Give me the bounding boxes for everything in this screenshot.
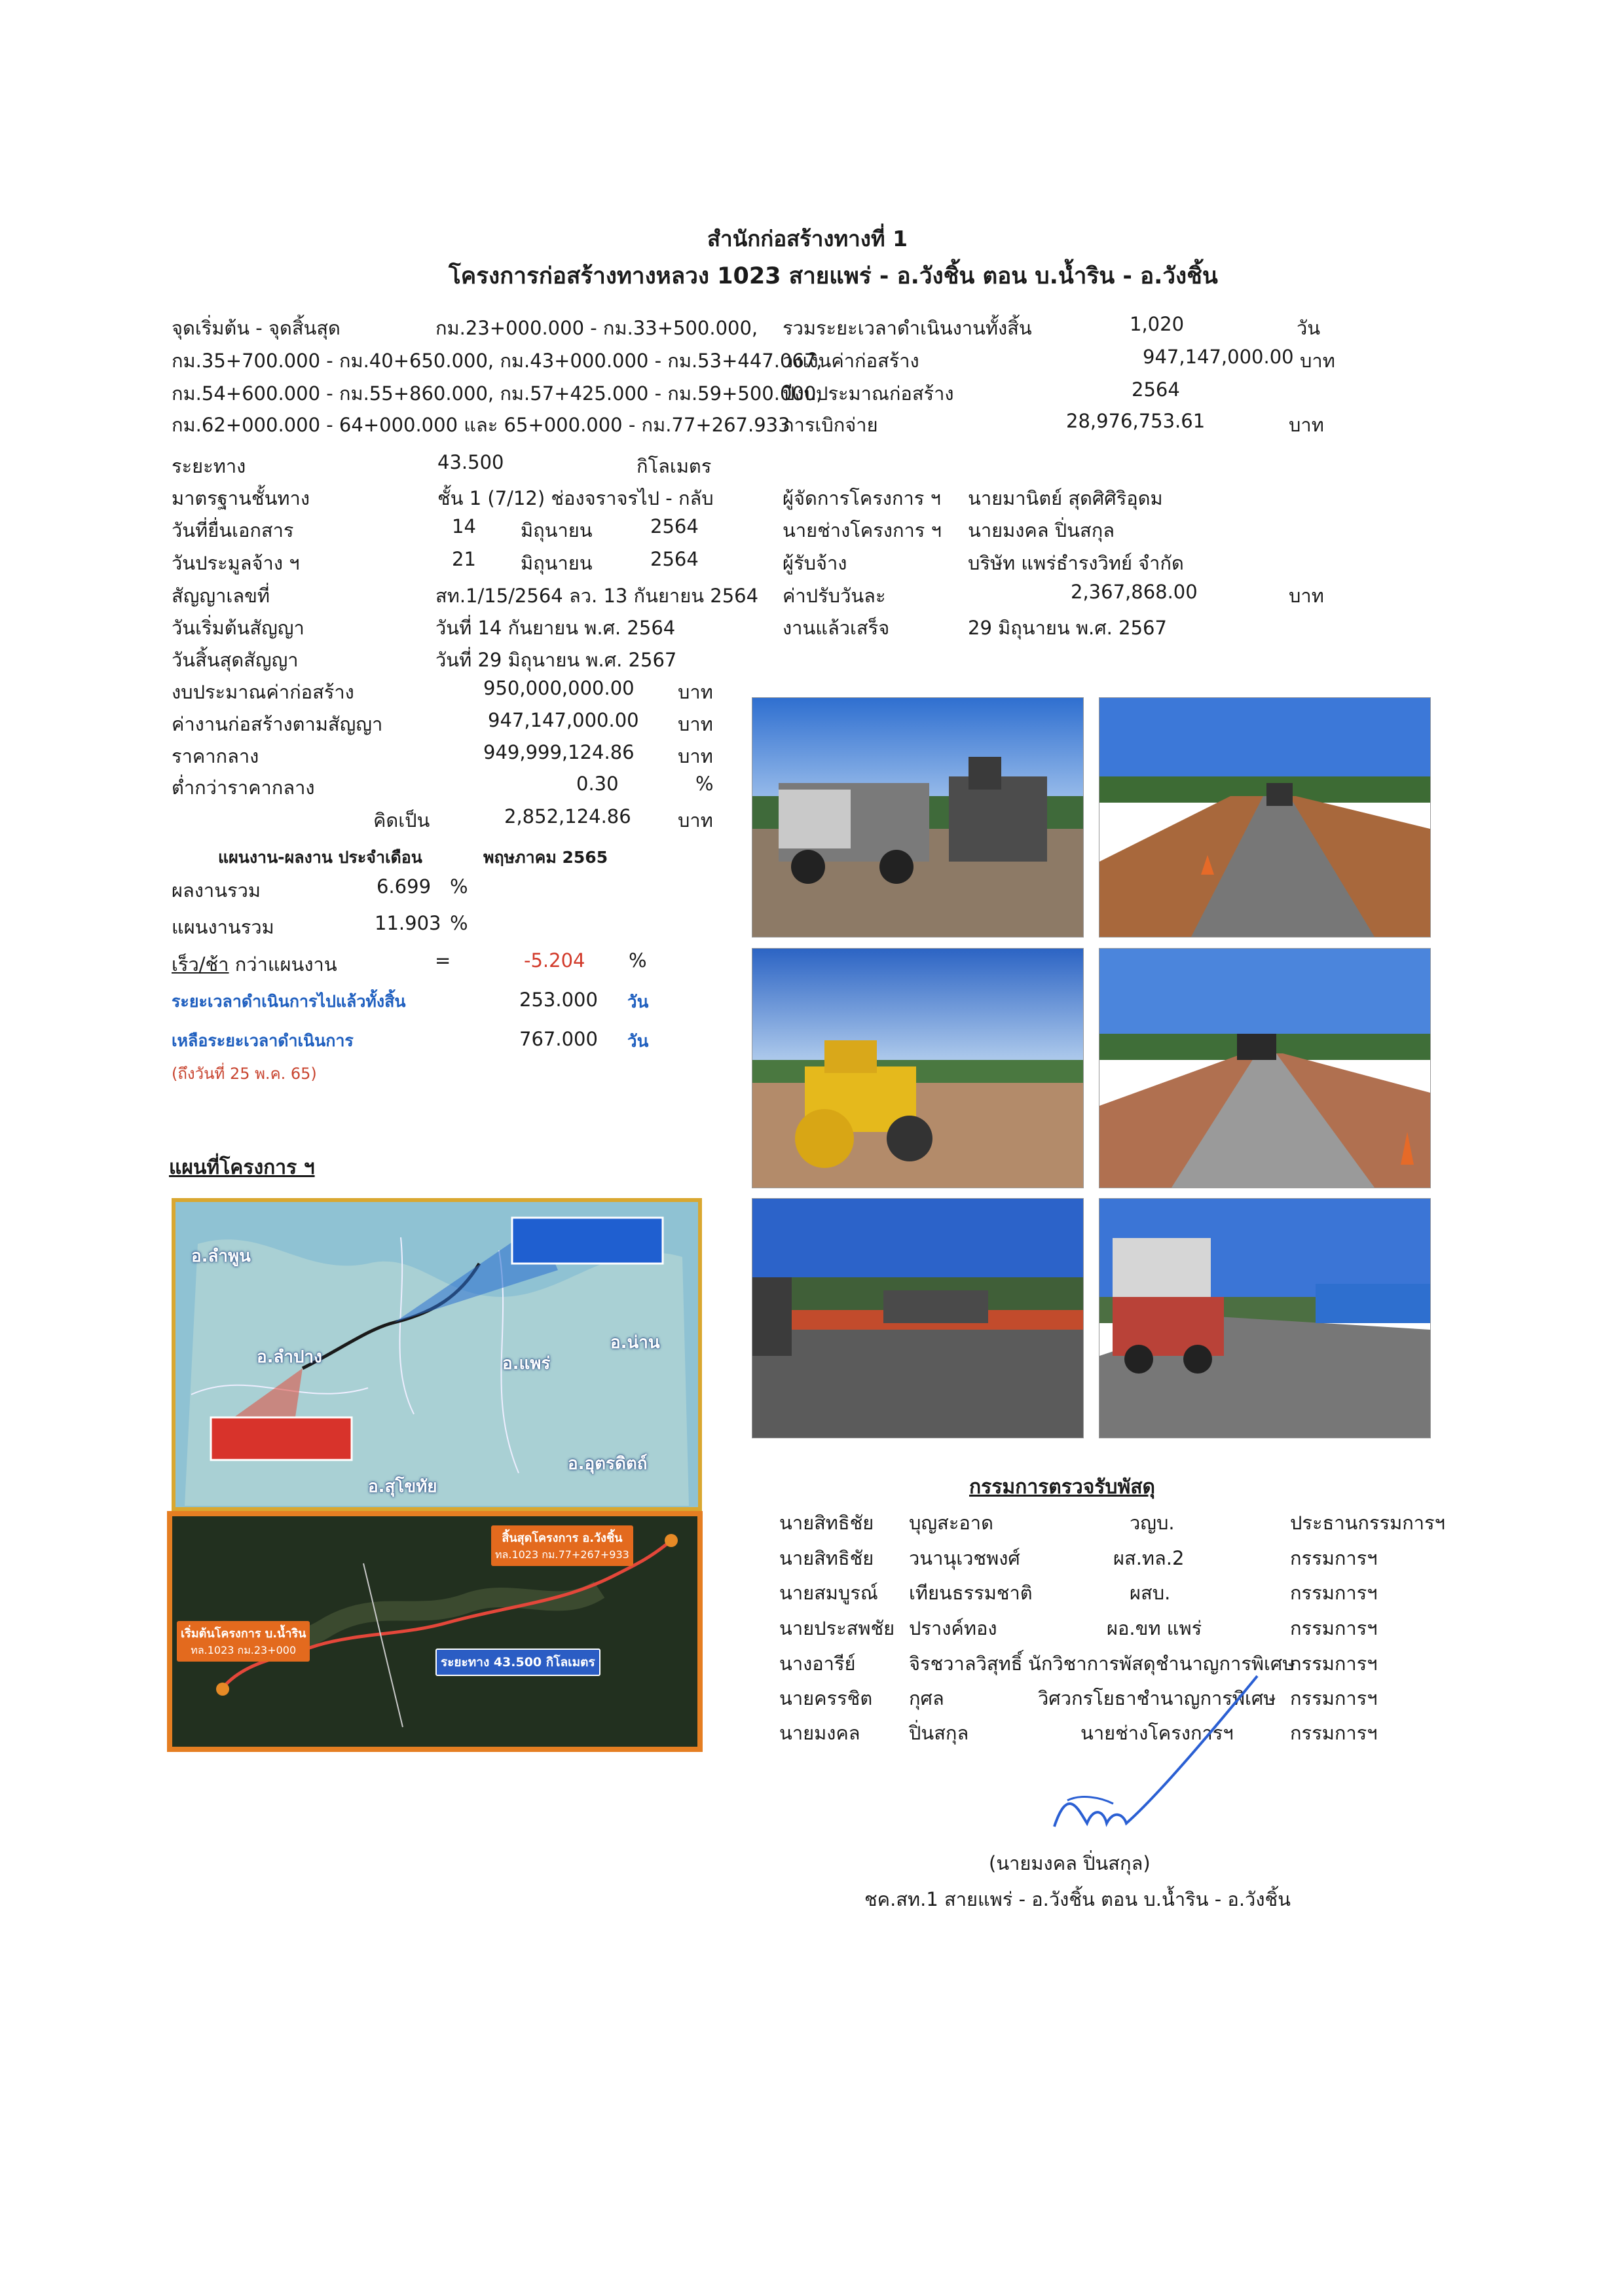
disbursement-value: 28,976,753.61 [1066,410,1206,432]
member-last-name: กุศล [909,1687,944,1709]
diff-label-suffix: กว่าแผนงาน [229,953,337,975]
total-duration-label: รวมระยะเวลาดำเนินงานทั้งสิ้น [783,317,1032,339]
contractor-label: ผู้รับจ้าง [783,552,847,574]
member-first-name: นายประสพชัย [779,1617,895,1639]
diff-value: -5.204 [524,949,585,972]
completion-label: งานแล้วเสร็จ [783,617,890,639]
member-first-name: นางอารีย์ [779,1652,856,1675]
route-end-km: ทล.1023 กม.77+267+933 [495,1548,629,1561]
distance-label: ระยะทาง [172,455,246,477]
progress-header-label: แผนงาน-ผลงาน ประจำเดือน [218,848,422,867]
budget-year-label: ปีงบประมาณก่อสร้าง [783,382,954,405]
contract-cost-value: 947,147,000.00 [488,709,639,731]
remaining-unit: วัน [627,1032,649,1051]
equals-unit: บาท [678,809,713,831]
progress-header-month: พฤษภาคม 2565 [483,848,608,867]
total-duration-unit: วัน [1297,317,1321,339]
doc-submit-year: 2564 [650,515,699,538]
member-role: กรรมการฯ [1290,1582,1378,1604]
map-label-lampang: อ.ลำปาง [257,1347,322,1367]
remaining-value: 767.000 [519,1028,598,1050]
contract-cost-unit: บาท [678,713,713,735]
diff-eq: = [435,949,451,972]
bid-year: 2564 [650,548,699,570]
member-position: วญบ. [1130,1512,1175,1534]
contract-amount-value: 947,147,000.00 [1143,346,1294,368]
member-position: นักวิชาการพัสดุชำนาญการพิเศษ [1028,1652,1295,1675]
actual-label: ผลงานรวม [172,879,261,902]
member-role: กรรมการฯ [1290,1722,1378,1744]
elapsed-value: 253.000 [519,989,598,1011]
route-start-label: เริ่มต้นโครงการ บ.น้ำริน [181,1627,306,1641]
route-distance-badge: ระยะทาง 43.500 กิโลเมตร [435,1649,600,1676]
contract-no-label: สัญญาเลขที่ [172,585,270,607]
as-of-date: (ถึงวันที่ 25 พ.ค. 65) [172,1065,317,1083]
contract-start-label: วันเริ่มต้นสัญญา [172,617,304,639]
member-last-name: เทียนธรรมชาติ [909,1582,1033,1604]
photo-concrete-pour [752,1198,1084,1438]
photo-dump-truck-milling [752,697,1084,938]
actual-unit: % [450,875,468,898]
route-start-badge [177,1621,310,1662]
remaining-label: เหลือระยะเวลาดำเนินการ [172,1031,354,1050]
signature-title: ชค.สท.1 สายแพร่ - อ.วังชิ้น ตอน บ.น้ำริน - อ.วังชิ้น [864,1888,1291,1910]
pm-value: นายมานิตย์ สุดศิศิริอุดม [968,487,1163,509]
member-first-name: นายครรชิต [779,1687,873,1709]
contract-end-value: วันที่ 29 มิถุนายน พ.ศ. 2567 [435,649,677,671]
start-end-label: จุดเริ่มต้น - จุดสิ้นสุด [172,317,341,339]
km-line-4: กม.62+000.000 - 64+000.000 และ 65+000.000 - กม.77+267.933 [172,414,790,436]
member-last-name: ปรางค์ทอง [909,1617,997,1639]
median-label: ราคากลาง [172,745,259,767]
contract-end-label: วันสิ้นสุดสัญญา [172,649,299,671]
photo-roller-compactor [752,948,1084,1188]
member-role: กรรมการฯ [1290,1547,1378,1569]
equals-value: 2,852,124.86 [504,805,631,828]
contract-no-value: สท.1/15/2564 ลว. 13 กันยายน 2564 [435,585,759,607]
route-start-km: ทล.1023 กม.23+000 [191,1644,297,1656]
bid-month: มิถุนายน [521,552,593,574]
project-title: โครงการก่อสร้างทางหลวง 1023 สายแพร่ - อ.วังชิ้น ตอน บ.น้ำริน - อ.วังชิ้น [449,263,1218,289]
map-label-lamphun: อ.ลำพูน [191,1247,251,1266]
diff-label-prefix: เร็ว/ช้า [172,953,229,975]
below-median-value: 0.30 [576,773,619,795]
committee-title: กรรมการตรวจรับพัสดุ [969,1476,1156,1499]
member-role: กรรมการฯ [1290,1687,1378,1709]
route-end-label: สิ้นสุดโครงการ อ.วังชิ้น [502,1531,623,1545]
photo-road-gravel [1099,948,1431,1188]
office-title: สำนักก่อสร้างทางที่ 1 [707,226,908,251]
member-role: กรรมการฯ [1290,1652,1378,1675]
median-unit: บาท [678,745,713,767]
disbursement-unit: บาท [1289,414,1324,436]
photo-mixer-truck [1099,1198,1431,1438]
engineer-label: นายช่างโครงการ ฯ [783,519,942,541]
map-label-uttaradit: อ.อุตรดิตถ์ [568,1454,648,1474]
member-role: กรรมการฯ [1290,1617,1378,1639]
route-map [167,1511,703,1752]
equals-label: คิดเป็น [373,809,430,831]
engineer-value: นายมงคล ปิ่นสกุล [968,519,1115,541]
member-first-name: นายสิทธิชัย [779,1512,874,1534]
actual-value: 6.699 [377,875,432,898]
map-label-phrae: อ.แพร่ [502,1354,551,1374]
budget-year-value: 2564 [1132,378,1180,401]
member-position: นายช่างโครงการฯ [1080,1722,1234,1744]
standard-label: มาตรฐานชั้นทาง [172,487,310,509]
contract-cost-label: ค่างานก่อสร้างตามสัญญา [172,713,383,735]
bid-day: 21 [452,548,476,570]
member-first-name: นายมงคล [779,1722,860,1744]
below-median-unit: % [695,773,714,795]
doc-submit-month: มิถุนายน [521,519,593,541]
disbursement-label: การเบิกจ่าย [783,414,878,436]
signature-mark [1041,1656,1290,1846]
contract-start-value: วันที่ 14 กันยายน พ.ศ. 2564 [435,617,676,639]
member-role: ประธานกรรมการฯ [1290,1512,1445,1534]
province-map [172,1198,702,1511]
map-label-nan: อ.น่าน [610,1333,660,1353]
diff-unit: % [629,949,647,972]
budget-label: งบประมาณค่าก่อสร้าง [172,681,354,703]
member-last-name: บุญสะอาด [909,1512,993,1534]
route-end-badge [491,1525,633,1566]
budget-unit: บาท [678,681,713,703]
total-duration-value: 1,020 [1130,313,1185,335]
below-median-label: ต่ำกว่าราคากลาง [172,776,315,799]
distance-unit: กิโลเมตร [637,455,712,477]
km-line-1: กม.23+000.000 - กม.33+500.000, [435,317,758,339]
standard-value: ชั้น 1 (7/12) ช่องจราจรไป - กลับ [437,487,714,509]
member-last-name: ปิ่นสกุล [909,1722,969,1744]
pm-label: ผู้จัดการโครงการ ฯ [783,487,941,509]
plan-unit: % [450,912,468,934]
contractor-value: บริษัท แพร่ธำรงวิทย์ จำกัด [968,552,1184,574]
elapsed-unit: วัน [627,993,649,1012]
elapsed-label: ระยะเวลาดำเนินการไปแล้วทั้งสิ้น [172,992,406,1011]
budget-value: 950,000,000.00 [483,677,635,699]
member-first-name: นายสมบูรณ์ [779,1582,878,1604]
diff-label [172,949,337,979]
photo-road-paving [1099,697,1431,938]
doc-submit-day: 14 [452,515,476,538]
member-position: ผสบ. [1130,1582,1171,1604]
completion-value: 29 มิถุนายน พ.ศ. 2567 [968,617,1167,639]
map-title: แผนที่โครงการ ฯ [169,1156,315,1179]
contract-amount-unit: บาท [1300,350,1335,372]
map-label-sukhothai: อ.สุโขทัย [368,1477,437,1497]
distance-value: 43.500 [437,451,504,473]
bid-label: วันประมูลจ้าง ฯ [172,552,300,574]
member-first-name: นายสิทธิชัย [779,1547,874,1569]
plan-label: แผนงานรวม [172,916,274,938]
member-position: ผอ.ขท แพร่ [1107,1617,1202,1639]
member-position: ผส.ทล.2 [1113,1547,1185,1569]
member-position: วิศวกรโยธาชำนาญการพิเศษ [1038,1687,1276,1709]
signature-name: (นายมงคล ปิ่นสกุล) [989,1852,1151,1874]
km-line-2: กม.35+700.000 - กม.40+650.000, กม.43+000.000 - กม.53+447.067, [172,350,822,372]
contract-amount-label: วงเงินค่าก่อสร้าง [783,350,919,372]
doc-submit-label: วันที่ยื่นเอกสาร [172,519,294,541]
fine-label: ค่าปรับวันละ [783,585,886,607]
fine-unit: บาท [1289,585,1324,607]
plan-value: 11.903 [375,912,441,934]
fine-value: 2,367,868.00 [1071,581,1198,603]
member-last-name: จิรชวาลวิสุทธิ์ [909,1652,1023,1675]
member-last-name: วนานุเวชพงศ์ [909,1547,1020,1569]
km-line-3: กม.54+600.000 - กม.55+860.000, กม.57+425.000 - กม.59+500.000, [172,382,822,405]
median-value: 949,999,124.86 [483,741,635,763]
